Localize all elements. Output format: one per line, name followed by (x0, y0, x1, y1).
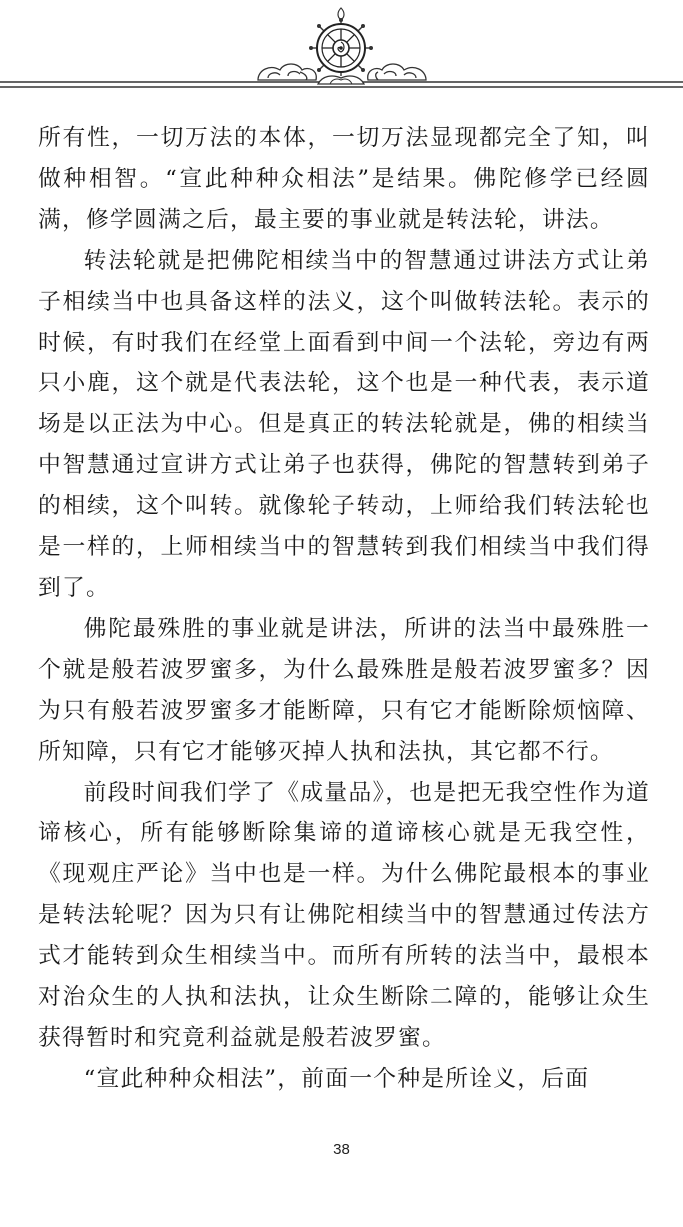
cloud-ornament-icon (368, 64, 426, 80)
paragraph-4: 前段时间我们学了《成量品》，也是把无我空性作为道谛核心，所有能够断除集谛的道谛核心就是无我空性，《现观庄严论》当中也是一样。为什么佛陀最根本的事业是转法轮呢？因为只有让佛陀相续当中的智慧通过传法方式才能转到众生相续当中。而所有所转的法当中，最根本对治众生的人执和法执，让众生断除二障的，能够让众生获得暂时和究竟利益就是般若波罗蜜。 (38, 779, 650, 1051)
page-header (0, 0, 683, 110)
paragraph-2: 转法轮就是把佛陀相续当中的智慧通过讲法方式让弟子相续当中也具备这样的法义，这个叫做转法轮。表示的时候，有时我们在经堂上面看到中间一个法轮，旁边有两只小鹿，这个就是代表法轮，这个也是一种代表，表示道场是以正法为中心。但是真正的转法轮就是，佛的相续当中智慧通过宣讲方式让弟子也获得，佛陀的智慧转到弟子的相续，这个叫转。就像轮子转动，上师给我们转法轮也是一样的，上师相续当中的智慧转到我们相续当中我们得到了。 (38, 247, 650, 601)
page-number: 38 (333, 1141, 350, 1158)
page-body (38, 118, 650, 1100)
paragraph-3: 佛陀最殊胜的事业就是讲法，所讲的法当中最殊胜一个就是般若波罗蜜多，为什么最殊胜是般若波罗蜜多？因为只有般若波罗蜜多才能断障，只有它才能断除烦恼障、所知障，只有它才能够灭掉人执和法执，其它都不行。 (38, 615, 650, 765)
paragraph-5: “宣此种种众相法”，前面一个种是所诠义，后面 (83, 1065, 590, 1092)
paragraph-1: 所有性，一切万法的本体，一切万法显现都完全了知，叫做种相智。“宣此种种众相法”是结果。佛陀修学已经圆满，修学圆满之后，最主要的事业就是转法轮，讲法。 (38, 125, 650, 233)
cloud-ornament-icon (258, 64, 316, 80)
header-ornament (0, 0, 683, 110)
dharma-wheel-icon (309, 8, 373, 84)
